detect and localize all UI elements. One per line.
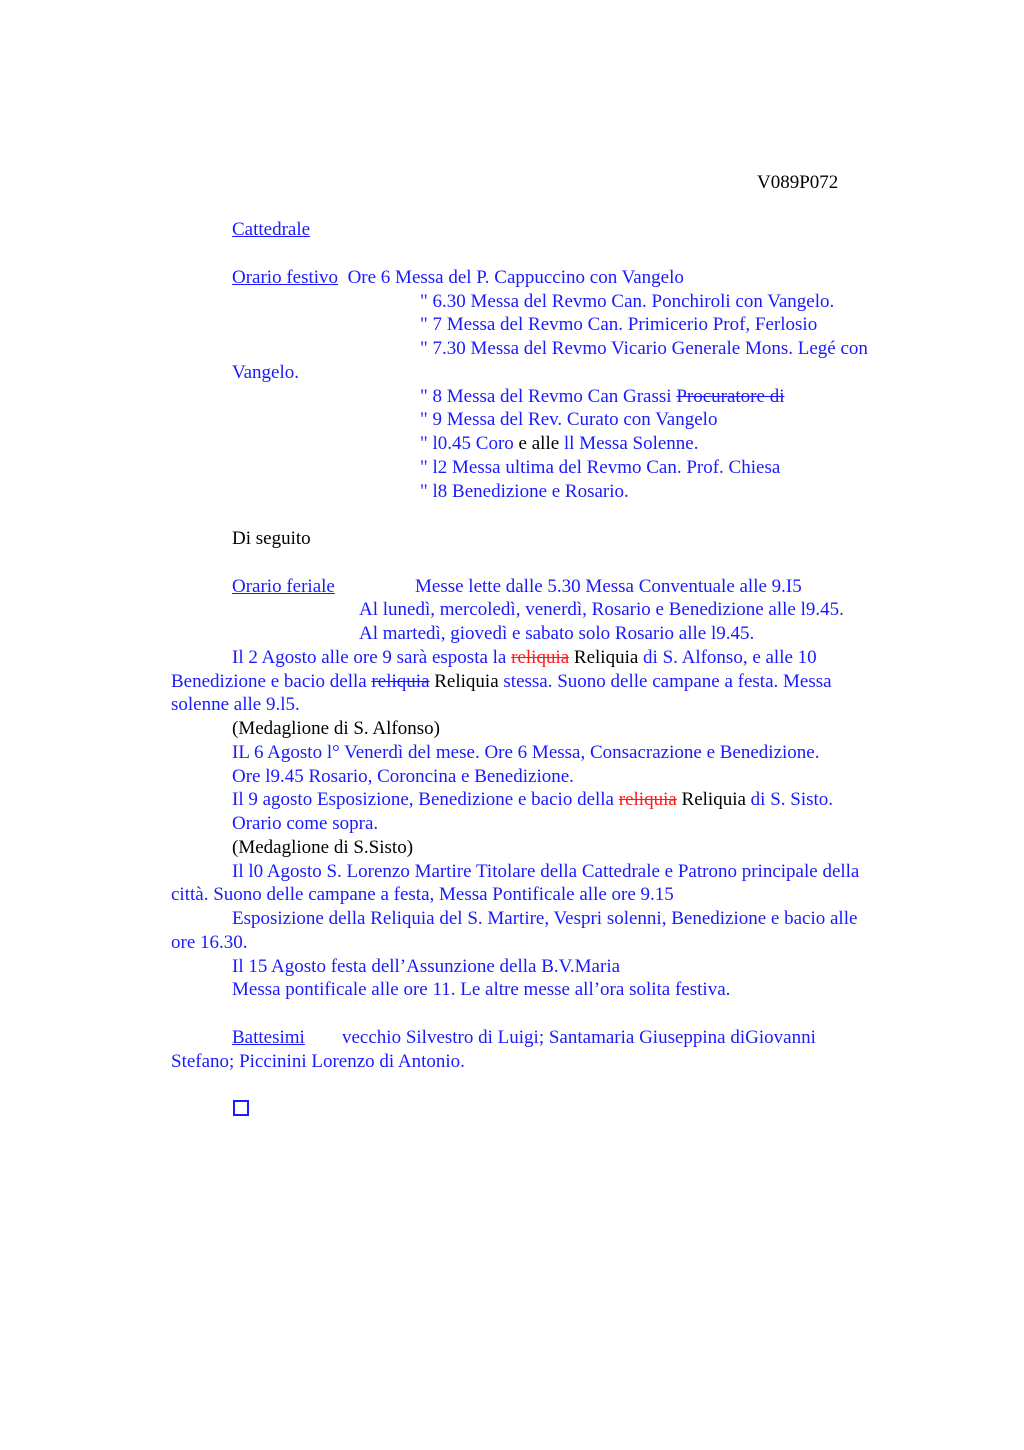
- agosto9-text: di S. Sisto.: [750, 789, 834, 810]
- medaglione-note: (Medaglione di S. Alfonso): [232, 718, 440, 739]
- agosto15-line: Messa pontificale alle ore 11. Le altre messe all’ora solita festiva.: [232, 979, 731, 1000]
- agosto6-line: Ore l9.45 Rosario, Coroncina e Benedizione.: [232, 766, 574, 787]
- battesimi-label: Battesimi: [232, 1027, 305, 1048]
- festivo-line: " 7 Messa del Revmo Can. Primicerio Prof, Ferlosio: [420, 314, 818, 335]
- feriale-line: Al lunedì, mercoledì, venerdì, Rosario e Benedizione alle l9.45.: [359, 599, 844, 620]
- festivo-line: " 9 Messa del Rev. Curato con Vangelo: [420, 409, 718, 430]
- agosto2-line: [232, 646, 817, 670]
- agosto6-line: IL 6 Agosto l° Venerdì del mese. Ore 6 Messa, Consacrazione e Benedizione.: [232, 742, 820, 763]
- medaglione-note: (Medaglione di S.Sisto): [232, 837, 414, 858]
- inserted-plain: Reliquia: [681, 789, 746, 810]
- plain-text: e alle: [518, 433, 560, 454]
- festivo-first-text: Ore 6 Messa del P. Cappuccino con Vangelo: [347, 267, 684, 288]
- agosto9-text: Il 9 agosto Esposizione, Benedizione e bacio della: [232, 789, 614, 810]
- agosto10-line: Esposizione della Reliquia del S. Martire, Vespri solenni, Benedizione e bacio alle: [232, 908, 858, 929]
- agosto9-line: [232, 788, 833, 812]
- agosto9-line: Orario come sopra.: [232, 813, 379, 834]
- feriale-line: Al martedì, giovedì e sabato solo Rosario alle l9.45.: [359, 623, 755, 644]
- festivo-line: " l2 Messa ultima del Revmo Can. Prof. Chiesa: [420, 457, 781, 478]
- battesimi-line: vecchio Silvestro di Luigi; Santamaria Giuseppina diGiovanni: [342, 1027, 816, 1048]
- inserted-plain: Reliquia: [434, 671, 499, 692]
- deleted-text: Procuratore di: [676, 386, 785, 407]
- festivo-line: " 6.30 Messa del Revmo Can. Ponchiroli con Vangelo.: [420, 291, 835, 312]
- di-seguito: Di seguito: [232, 528, 311, 549]
- deleted-text: reliquia: [371, 671, 430, 692]
- agosto2-line: [171, 670, 832, 694]
- agosto2-text: Il 2 Agosto alle ore 9 sarà esposta la: [232, 647, 507, 668]
- deleted-text: reliquia: [618, 789, 677, 810]
- festivo-line: Vangelo.: [232, 362, 300, 383]
- festivo-text: " l0.45 Coro: [420, 433, 514, 454]
- feriale-line: Messe lette dalle 5.30 Messa Conventuale alle 9.I5: [415, 576, 802, 597]
- festivo-label: Orario festivo: [232, 267, 339, 288]
- festivo-line: [420, 385, 784, 409]
- festivo-text: ll Messa Solenne.: [563, 433, 699, 454]
- agosto10-line: ore 16.30.: [171, 932, 248, 953]
- agosto2-text: di S. Alfonso, e alle 10: [643, 647, 817, 668]
- agosto2-line: solenne alle 9.l5.: [171, 694, 300, 715]
- agosto2-text: Benedizione e bacio della: [171, 671, 367, 692]
- festivo-line: " 7.30 Messa del Revmo Vicario Generale Mons. Legé con: [420, 338, 868, 359]
- festivo-line: [420, 432, 698, 456]
- agosto15-line: Il 15 Agosto festa dell’Assunzione della B.V.Maria: [232, 956, 621, 977]
- deleted-text: reliquia: [511, 647, 570, 668]
- inserted-plain: Reliquia: [573, 647, 639, 668]
- agosto2-text: stessa. Suono delle campane a festa. Messa: [503, 671, 832, 692]
- agosto10-line: città. Suono delle campane a festa, Messa Pontificale alle ore 9.15: [171, 884, 674, 905]
- festivo-line: " l8 Benedizione e Rosario.: [420, 481, 629, 502]
- document-id: V089P072: [757, 172, 839, 193]
- festivo-text: " 8 Messa del Revmo Can Grassi: [420, 386, 672, 407]
- battesimi-line: Stefano; Piccinini Lorenzo di Antonio.: [171, 1051, 465, 1072]
- feriale-label: Orario feriale: [232, 576, 335, 597]
- agosto10-line: Il l0 Agosto S. Lorenzo Martire Titolare della Cattedrale e Patrono principale della: [232, 861, 860, 882]
- festivo-first-line: [232, 266, 684, 290]
- section-heading: Cattedrale: [232, 219, 311, 240]
- square-icon: [233, 1100, 249, 1116]
